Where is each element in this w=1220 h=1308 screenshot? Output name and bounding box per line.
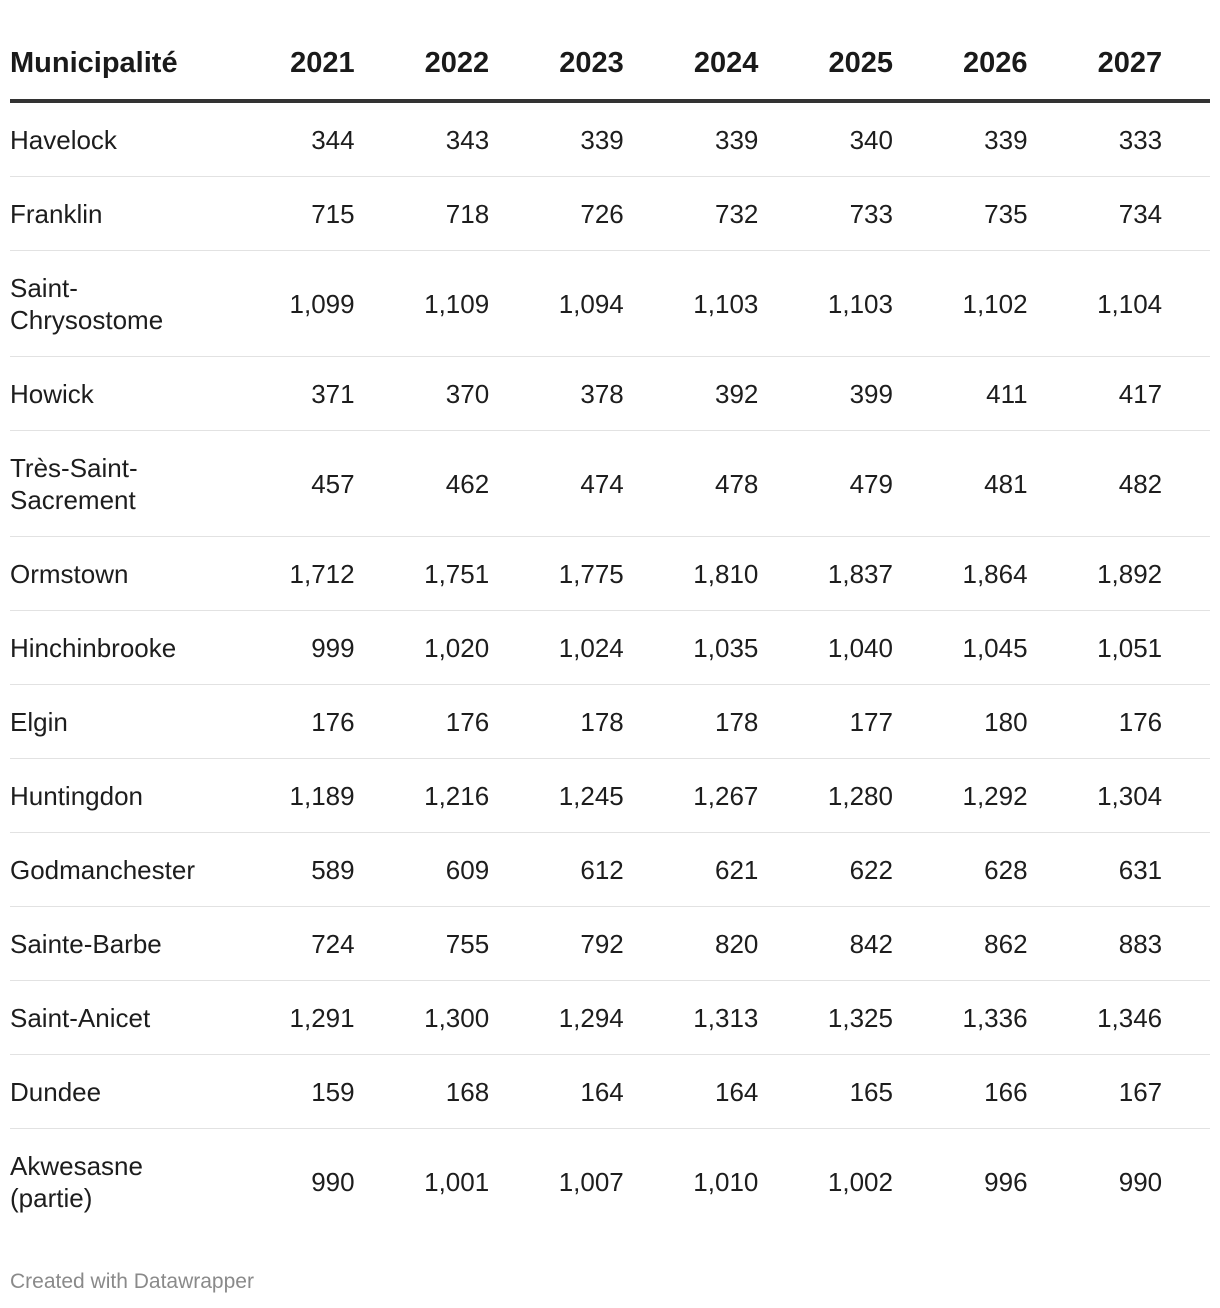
value-cell-2022: 1,001 [424, 1166, 490, 1197]
value-cell-2023: 1,024 [489, 611, 624, 685]
municipality-name-cell [10, 759, 220, 833]
table-row [10, 685, 1210, 759]
value-cell-2022: 609 [355, 833, 490, 907]
value-cell-2023: 378 [489, 357, 624, 431]
value-cell-2023: 1,245 [489, 759, 624, 833]
table-row [10, 1129, 1210, 1235]
municipality-name-cell [10, 1129, 220, 1235]
value-cell-2025: 177 [758, 685, 893, 759]
value-cell-2024: 164 [624, 1055, 759, 1129]
value-cell-2026: 862 [893, 907, 1028, 981]
municipality-name-line: Sacrement [10, 484, 136, 515]
municipality-name-line: Franklin [10, 198, 103, 229]
value-cell-2021: 715 [220, 177, 355, 251]
table-row [10, 907, 1210, 981]
value-cell-2027: 1,892 [1028, 537, 1163, 611]
municipality-name-line: Akwesasne [10, 1150, 143, 1181]
table-row [10, 759, 1210, 833]
table-row [10, 611, 1210, 685]
value-cell-2026: 1,864 [893, 537, 1028, 611]
column-header-2021: 2021 [220, 28, 355, 101]
value-cell-2024: 1,313 [624, 981, 759, 1055]
row-spacer [1162, 685, 1210, 759]
municipality-name-line: Hinchinbrooke [10, 632, 177, 663]
value-cell-2024: 1,103 [624, 251, 759, 357]
value-cell-2022: 343 [355, 101, 490, 177]
value-cell-2027: 417 [1028, 357, 1163, 431]
value-cell-2026: 481 [893, 431, 1028, 537]
table-row [10, 981, 1210, 1055]
municipality-name-line: Huntingdon [10, 780, 143, 811]
value-cell-2027: 990 [1118, 1166, 1163, 1197]
value-cell-2027: 176 [1028, 685, 1163, 759]
value-cell-2022: 462 [355, 431, 490, 537]
value-cell-2023: 1,094 [489, 251, 624, 357]
value-cell-2024: 1,267 [624, 759, 759, 833]
value-cell-2025: 1,280 [758, 759, 893, 833]
value-cell-2024: 1,010 [693, 1166, 759, 1197]
value-cell-2023: 1,294 [489, 981, 624, 1055]
value-cell-2023: 792 [489, 907, 624, 981]
table-row [10, 431, 1210, 537]
value-cell-2025: 622 [758, 833, 893, 907]
column-header-2023: 2023 [489, 28, 624, 101]
value-cell-2026: 339 [893, 101, 1028, 177]
municipality-name-cell [10, 611, 220, 685]
column-header-2027: 2027 [1028, 28, 1163, 101]
table-row [10, 101, 1210, 177]
value-cell-2026: 411 [893, 357, 1028, 431]
value-cell-2026: 1,102 [893, 251, 1028, 357]
municipality-name-cell [10, 177, 220, 251]
column-header-2022: 2022 [355, 28, 490, 101]
municipality-name-line: Saint- [10, 272, 78, 303]
value-cell-2021: 159 [220, 1055, 355, 1129]
value-cell-2026: 735 [893, 177, 1028, 251]
table-row [10, 1055, 1210, 1129]
population-table-container [10, 28, 1210, 1234]
value-cell-2025: 399 [758, 357, 893, 431]
municipality-name-cell [10, 981, 220, 1055]
value-cell-2025: 165 [758, 1055, 893, 1129]
municipality-name-line: Elgin [10, 706, 68, 737]
value-cell-2026: 1,292 [893, 759, 1028, 833]
value-cell-2023: 178 [489, 685, 624, 759]
value-cell-2027: 631 [1028, 833, 1163, 907]
datawrapper-credit: Created with Datawrapper [10, 1270, 254, 1293]
value-cell-2027: 1,346 [1028, 981, 1163, 1055]
municipality-name-cell [10, 357, 220, 431]
row-spacer [1162, 759, 1210, 833]
row-spacer [1162, 177, 1210, 251]
value-cell-2021: 1,712 [220, 537, 355, 611]
row-spacer [1162, 1129, 1210, 1235]
value-cell-2021: 457 [220, 431, 355, 537]
table-row [10, 177, 1210, 251]
value-cell-2023: 726 [489, 177, 624, 251]
column-header-2024: 2024 [624, 28, 759, 101]
value-cell-2023: 474 [489, 431, 624, 537]
municipality-name-cell [10, 1055, 220, 1129]
table-row [10, 833, 1210, 907]
value-cell-2022: 718 [355, 177, 490, 251]
value-cell-2021: 176 [220, 685, 355, 759]
value-cell-2023: 612 [489, 833, 624, 907]
row-spacer [1162, 101, 1210, 177]
header-row [10, 28, 1210, 101]
municipality-name-line: Dundee [10, 1076, 102, 1107]
municipality-name-cell [10, 101, 220, 177]
municipality-name-cell [10, 907, 220, 981]
row-spacer [1162, 357, 1210, 431]
value-cell-2025: 842 [758, 907, 893, 981]
table-row [10, 537, 1210, 611]
population-table [10, 28, 1210, 1234]
value-cell-2024: 339 [624, 101, 759, 177]
row-spacer [1162, 907, 1210, 981]
value-cell-2024: 178 [624, 685, 759, 759]
value-cell-2022: 1,216 [355, 759, 490, 833]
value-cell-2026: 166 [893, 1055, 1028, 1129]
municipality-name-cell [10, 685, 220, 759]
value-cell-2025: 479 [758, 431, 893, 537]
row-spacer [1162, 981, 1210, 1055]
value-cell-2022: 1,300 [355, 981, 490, 1055]
value-cell-2021: 371 [220, 357, 355, 431]
municipality-name-line: Sainte-Barbe [10, 928, 162, 959]
value-cell-2024: 1,810 [624, 537, 759, 611]
row-spacer [1162, 833, 1210, 907]
value-cell-2026: 996 [984, 1166, 1028, 1197]
value-cell-2027: 1,304 [1028, 759, 1163, 833]
value-cell-2024: 1,035 [624, 611, 759, 685]
table-row [10, 251, 1210, 357]
row-spacer [1162, 1055, 1210, 1129]
value-cell-2027: 1,104 [1028, 251, 1163, 357]
value-cell-2026: 1,336 [893, 981, 1028, 1055]
value-cell-2023: 164 [489, 1055, 624, 1129]
value-cell-2021: 344 [220, 101, 355, 177]
value-cell-2024: 820 [624, 907, 759, 981]
municipality-name-line: Chrysostome [10, 304, 164, 335]
value-cell-2022: 176 [355, 685, 490, 759]
municipality-name-cell [10, 537, 220, 611]
column-header-2026: 2026 [893, 28, 1028, 101]
value-cell-2021: 990 [311, 1166, 355, 1197]
value-cell-2026: 1,045 [893, 611, 1028, 685]
value-cell-2021: 999 [220, 611, 355, 685]
value-cell-2021: 589 [220, 833, 355, 907]
municipality-name-line: Ormstown [10, 558, 129, 589]
value-cell-2022: 168 [355, 1055, 490, 1129]
row-spacer [1162, 611, 1210, 685]
municipality-name-cell [10, 833, 220, 907]
value-cell-2027: 167 [1028, 1055, 1163, 1129]
value-cell-2021: 724 [220, 907, 355, 981]
value-cell-2023: 1,775 [489, 537, 624, 611]
municipality-name-line: Godmanchester [10, 854, 195, 885]
municipality-name-cell [10, 251, 220, 357]
municipality-name-line: Howick [10, 378, 94, 409]
value-cell-2025: 1,002 [827, 1166, 893, 1197]
value-cell-2024: 392 [624, 357, 759, 431]
value-cell-2025: 733 [758, 177, 893, 251]
value-cell-2023: 339 [489, 101, 624, 177]
table-body [10, 101, 1210, 1234]
value-cell-2022: 370 [355, 357, 490, 431]
municipality-name-cell [10, 431, 220, 537]
value-cell-2023: 1,007 [558, 1166, 624, 1197]
row-spacer [1162, 537, 1210, 611]
value-cell-2025: 340 [758, 101, 893, 177]
value-cell-2022: 755 [355, 907, 490, 981]
value-cell-2021: 1,189 [220, 759, 355, 833]
value-cell-2021: 1,099 [220, 251, 355, 357]
value-cell-2027: 482 [1028, 431, 1163, 537]
column-header-municipalite: Municipalité [10, 28, 220, 101]
column-header-2025: 2025 [758, 28, 893, 101]
value-cell-2024: 732 [624, 177, 759, 251]
value-cell-2025: 1,325 [758, 981, 893, 1055]
value-cell-2027: 1,051 [1028, 611, 1163, 685]
municipality-name-line: Très-Saint- [10, 452, 138, 483]
value-cell-2021: 1,291 [220, 981, 355, 1055]
value-cell-2027: 883 [1028, 907, 1163, 981]
header-spacer [1162, 28, 1210, 101]
value-cell-2022: 1,109 [355, 251, 490, 357]
value-cell-2026: 628 [893, 833, 1028, 907]
value-cell-2025: 1,040 [758, 611, 893, 685]
value-cell-2027: 333 [1028, 101, 1163, 177]
municipality-name-line: Saint-Anicet [10, 1002, 151, 1033]
row-spacer [1162, 251, 1210, 357]
value-cell-2022: 1,751 [355, 537, 490, 611]
row-spacer [1162, 431, 1210, 537]
value-cell-2025: 1,103 [758, 251, 893, 357]
municipality-name-line: (partie) [10, 1182, 93, 1213]
value-cell-2027: 734 [1028, 177, 1163, 251]
table-row [10, 357, 1210, 431]
value-cell-2026: 180 [893, 685, 1028, 759]
municipality-name-line: Havelock [10, 124, 117, 155]
value-cell-2022: 1,020 [355, 611, 490, 685]
value-cell-2024: 478 [624, 431, 759, 537]
value-cell-2024: 621 [624, 833, 759, 907]
value-cell-2025: 1,837 [758, 537, 893, 611]
